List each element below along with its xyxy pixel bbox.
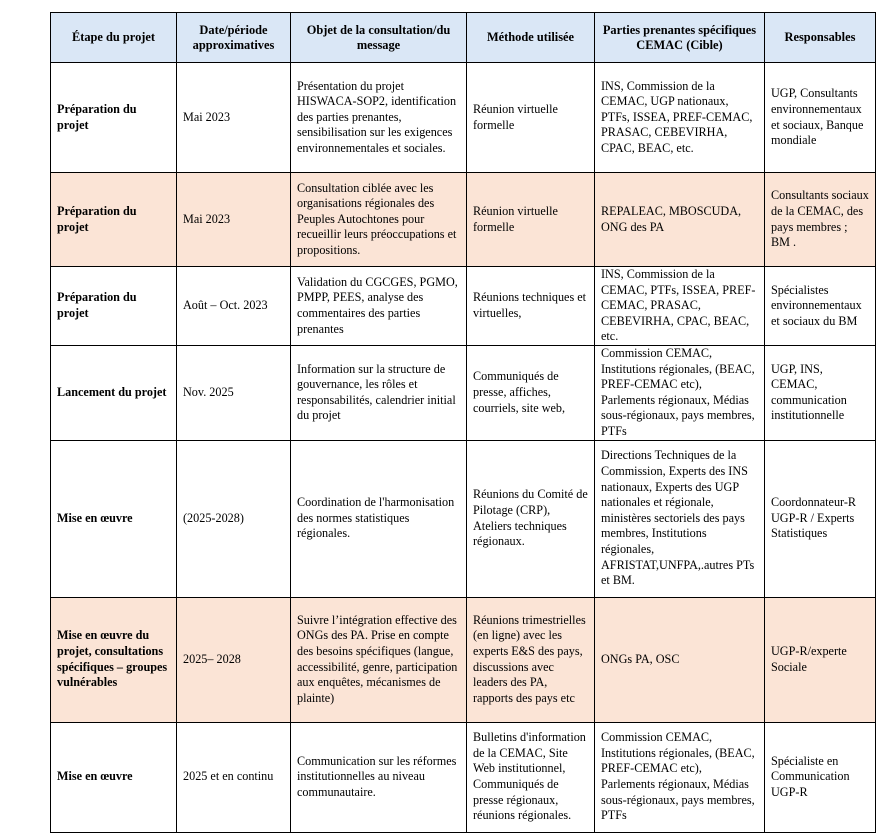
object-cell: Communication sur les réformes institutionnelles au niveau communautaire. (291, 722, 467, 832)
stage-cell: Mise en œuvre du projet, consultations spécifiques – groupes vulnérables (51, 597, 177, 722)
table-row (51, 440, 876, 597)
responsible-cell: Consultants sociaux de la CEMAC, des pays membres ; BM . (765, 173, 876, 267)
date-cell: Mai 2023 (177, 63, 291, 173)
header-row (51, 13, 876, 63)
object-cell: Présentation du projet HISWACA-SOP2, identification des parties prenantes, sensibilisation sur les exigences environnementales et sociales. (291, 63, 467, 173)
object-cell: Validation du CGCGES, PGMO, PMPP, PEES, analyse des commentaires des parties prenantes (291, 267, 467, 346)
date-cell: Mai 2023 (177, 173, 291, 267)
method-cell: Communiqués de presse, affiches, courriels, site web, (467, 346, 595, 441)
stage-cell: Lancement du projet (51, 346, 177, 441)
table-row (51, 63, 876, 173)
table-row (51, 722, 876, 832)
method-cell: Réunions du Comité de Pilotage (CRP), Ateliers techniques régionaux. (467, 440, 595, 597)
table-row (51, 597, 876, 722)
object-cell: Information sur la structure de gouvernance, les rôles et responsabilités, calendrier initial du projet (291, 346, 467, 441)
object-cell: Consultation ciblée avec les organisations régionales des Peuples Autochtones pour recueillir leurs préoccupations et propositions. (291, 173, 467, 267)
responsible-cell: UGP-R/experte Sociale (765, 597, 876, 722)
date-cell: (2025-2028) (177, 440, 291, 597)
responsible-cell: UGP, Consultants environnementaux et sociaux, Banque mondiale (765, 63, 876, 173)
header-stage: Étape du projet (51, 13, 177, 63)
responsible-cell: Spécialistes environnementaux et sociaux du BM (765, 267, 876, 346)
header-object: Objet de la consultation/du message (291, 13, 467, 63)
stage-cell: Préparation du projet (51, 63, 177, 173)
responsible-cell: Coordonnateur-R UGP-R / Experts Statistiques (765, 440, 876, 597)
method-cell: Réunion virtuelle formelle (467, 63, 595, 173)
responsible-cell: UGP, INS, CEMAC, communication institutionnelle (765, 346, 876, 441)
method-cell: Réunions trimestrielles (en ligne) avec les experts E&S des pays, discussions avec leaders des PA, rapports des pays etc (467, 597, 595, 722)
stage-cell: Mise en œuvre (51, 722, 177, 832)
header-method: Méthode utilisée (467, 13, 595, 63)
method-cell: Réunion virtuelle formelle (467, 173, 595, 267)
stakeholders-cell: Commission CEMAC, Institutions régionales, (BEAC, PREF-CEMAC etc), Parlements régionaux, Médias sous-régionaux, pays membres, PTFs (595, 346, 765, 441)
date-cell: Nov. 2025 (177, 346, 291, 441)
stakeholders-cell: INS, Commission de la CEMAC, PTFs, ISSEA, PREF-CEMAC, PRASAC, CEBEVIRHA, CPAC, BEAC, etc. (595, 267, 765, 346)
stage-cell: Préparation du projet (51, 173, 177, 267)
stakeholders-cell: ONGs PA, OSC (595, 597, 765, 722)
stage-cell: Préparation du projet (51, 267, 177, 346)
stakeholders-cell: INS, Commission de la CEMAC, UGP nationaux, PTFs, ISSEA, PREF-CEMAC, PRASAC, CEBEVIRHA, CPAC, BEAC, etc. (595, 63, 765, 173)
stage-cell: Mise en œuvre (51, 440, 177, 597)
method-cell: Réunions techniques et virtuelles, (467, 267, 595, 346)
table-row (51, 267, 876, 346)
object-cell: Suivre l’intégration effective des ONGs des PA. Prise en compte des besoins spécifiques (langue, accessibilité, genre, participation aux enquêtes, mécanismes de plainte) (291, 597, 467, 722)
header-stakeholders: Parties prenantes spécifiques CEMAC (Cible) (595, 13, 765, 63)
date-cell: Août – Oct. 2023 (177, 267, 291, 346)
responsible-cell: Spécialiste en Communication UGP-R (765, 722, 876, 832)
header-responsible: Responsables (765, 13, 876, 63)
header-date: Date/période approximatives (177, 13, 291, 63)
date-cell: 2025– 2028 (177, 597, 291, 722)
table-row (51, 346, 876, 441)
date-cell: 2025 et en continu (177, 722, 291, 832)
consultation-table (50, 12, 876, 833)
stakeholders-cell: Commission CEMAC, Institutions régionales, (BEAC, PREF-CEMAC etc), Parlements régionaux, Médias sous-régionaux, pays membres, PTFs (595, 722, 765, 832)
stakeholders-cell: REPALEAC, MBOSCUDA, ONG des PA (595, 173, 765, 267)
stakeholders-cell: Directions Techniques de la Commission, Experts des INS nationaux, Experts des UGP nationales et régionale, ministères sectoriels des pays membres, Institutions régionales, AFRISTAT,UNFPA,.autres PTs et BM. (595, 440, 765, 597)
method-cell: Bulletins d'information de la CEMAC, Site Web institutionnel, Communiqués de presse régionaux, réunions régionales. (467, 722, 595, 832)
object-cell: Coordination de l'harmonisation des normes statistiques régionales. (291, 440, 467, 597)
table-row (51, 173, 876, 267)
